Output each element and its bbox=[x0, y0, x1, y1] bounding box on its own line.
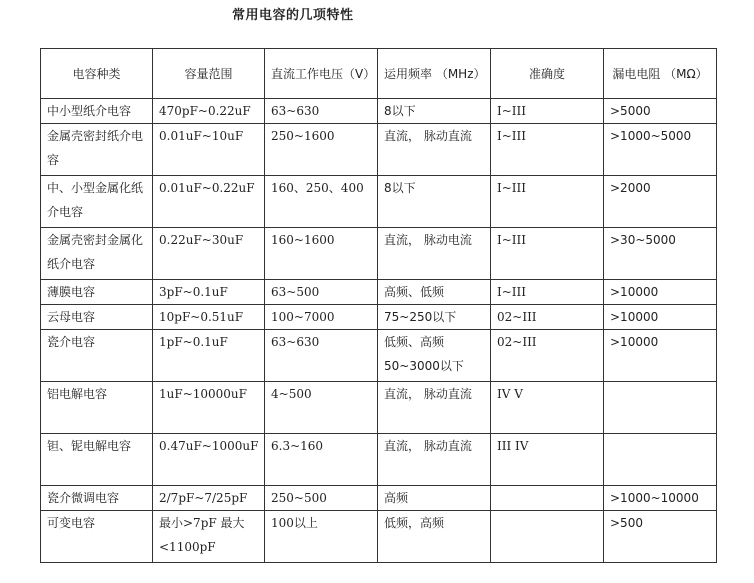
table-cell: 160、250、400 bbox=[265, 176, 378, 228]
table-row bbox=[41, 486, 717, 511]
table-cell: 10pF~0.51uF bbox=[153, 305, 265, 330]
capacitor-table bbox=[40, 48, 717, 563]
table-cell: >1000~5000 bbox=[604, 124, 717, 176]
table-cell: 最小>7pF 最大<1100pF bbox=[153, 511, 265, 563]
table-row bbox=[41, 330, 717, 382]
table-row bbox=[41, 434, 717, 486]
table-cell: 高频 bbox=[378, 486, 491, 511]
table-cell: 高频、低频 bbox=[378, 280, 491, 305]
table-cell: 2/7pF~7/25pF bbox=[153, 486, 265, 511]
table-cell: 直流， 脉动直流 bbox=[378, 382, 491, 434]
table-cell: IV V bbox=[491, 382, 604, 434]
table-cell: 0.47uF~1000uF bbox=[153, 434, 265, 486]
table-cell: 瓷介电容 bbox=[41, 330, 153, 382]
table-header-row bbox=[41, 49, 717, 99]
table-cell: 低频，高频 bbox=[378, 511, 491, 563]
table-cell: 铝电解电容 bbox=[41, 382, 153, 434]
table-cell: 250~500 bbox=[265, 486, 378, 511]
table-cell: 1pF~0.1uF bbox=[153, 330, 265, 382]
header-cell: 电容种类 bbox=[41, 49, 153, 99]
header-cell: 漏电电阻 （MΩ） bbox=[604, 49, 717, 99]
table-cell: >2000 bbox=[604, 176, 717, 228]
table-cell: I~III bbox=[491, 124, 604, 176]
table-cell bbox=[604, 434, 717, 486]
table-row bbox=[41, 280, 717, 305]
table-cell: 3pF~0.1uF bbox=[153, 280, 265, 305]
table-cell: 直流， 脉动电流 bbox=[378, 228, 491, 280]
table-cell: 63~500 bbox=[265, 280, 378, 305]
table-row bbox=[41, 382, 717, 434]
table-cell: 100以上 bbox=[265, 511, 378, 563]
table-cell: 63~630 bbox=[265, 330, 378, 382]
table-cell: 钽、铌电解电容 bbox=[41, 434, 153, 486]
table-cell: 470pF~0.22uF bbox=[153, 99, 265, 124]
table-cell bbox=[491, 486, 604, 511]
table-cell bbox=[604, 382, 717, 434]
table-cell: 瓷介微调电容 bbox=[41, 486, 153, 511]
header-cell: 容量范围 bbox=[153, 49, 265, 99]
table-cell: I~III bbox=[491, 280, 604, 305]
table-cell: 250~1600 bbox=[265, 124, 378, 176]
table-row bbox=[41, 511, 717, 563]
table-cell: >30~5000 bbox=[604, 228, 717, 280]
table-cell: 75~250以下 bbox=[378, 305, 491, 330]
table-cell: 8以下 bbox=[378, 176, 491, 228]
table-cell: 云母电容 bbox=[41, 305, 153, 330]
table-cell: 6.3~160 bbox=[265, 434, 378, 486]
table-row bbox=[41, 228, 717, 280]
table-cell: 金属壳密封纸介电容 bbox=[41, 124, 153, 176]
header-cell: 直流工作电压（V） bbox=[265, 49, 378, 99]
table-cell: III IV bbox=[491, 434, 604, 486]
page-title: 常用电容的几项特性 bbox=[232, 8, 354, 23]
table-cell: 02~III bbox=[491, 330, 604, 382]
table-cell: 02~III bbox=[491, 305, 604, 330]
table-cell: >500 bbox=[604, 511, 717, 563]
table-row bbox=[41, 124, 717, 176]
header-cell: 准确度 bbox=[491, 49, 604, 99]
table-row bbox=[41, 176, 717, 228]
table-cell: 薄膜电容 bbox=[41, 280, 153, 305]
table-row bbox=[41, 99, 717, 124]
table-cell: 4~500 bbox=[265, 382, 378, 434]
table-cell: 160~1600 bbox=[265, 228, 378, 280]
table-cell: 0.01uF~0.22uF bbox=[153, 176, 265, 228]
table-cell: I~III bbox=[491, 99, 604, 124]
table-cell bbox=[491, 511, 604, 563]
table-cell: 中小型纸介电容 bbox=[41, 99, 153, 124]
table-cell: 1uF~10000uF bbox=[153, 382, 265, 434]
table-cell: 低频、高频 50~3000以下 bbox=[378, 330, 491, 382]
table-cell: 中、小型金属化纸介电容 bbox=[41, 176, 153, 228]
table-cell: >10000 bbox=[604, 305, 717, 330]
table-cell: 金属壳密封金属化纸介电容 bbox=[41, 228, 153, 280]
table-cell: I~III bbox=[491, 176, 604, 228]
table-cell: 0.22uF~30uF bbox=[153, 228, 265, 280]
table-cell: >10000 bbox=[604, 280, 717, 305]
table-cell: 100~7000 bbox=[265, 305, 378, 330]
table-cell: 直流， 脉动直流 bbox=[378, 124, 491, 176]
table-cell: 直流， 脉动直流 bbox=[378, 434, 491, 486]
table-row bbox=[41, 305, 717, 330]
table-cell: >5000 bbox=[604, 99, 717, 124]
table-cell: >10000 bbox=[604, 330, 717, 382]
table-cell: 63~630 bbox=[265, 99, 378, 124]
table-cell: I~III bbox=[491, 228, 604, 280]
table-cell: 0.01uF~10uF bbox=[153, 124, 265, 176]
table-cell: 8以下 bbox=[378, 99, 491, 124]
table-cell: 可变电容 bbox=[41, 511, 153, 563]
table-cell: >1000~10000 bbox=[604, 486, 717, 511]
header-cell: 运用频率 （MHz） bbox=[378, 49, 491, 99]
